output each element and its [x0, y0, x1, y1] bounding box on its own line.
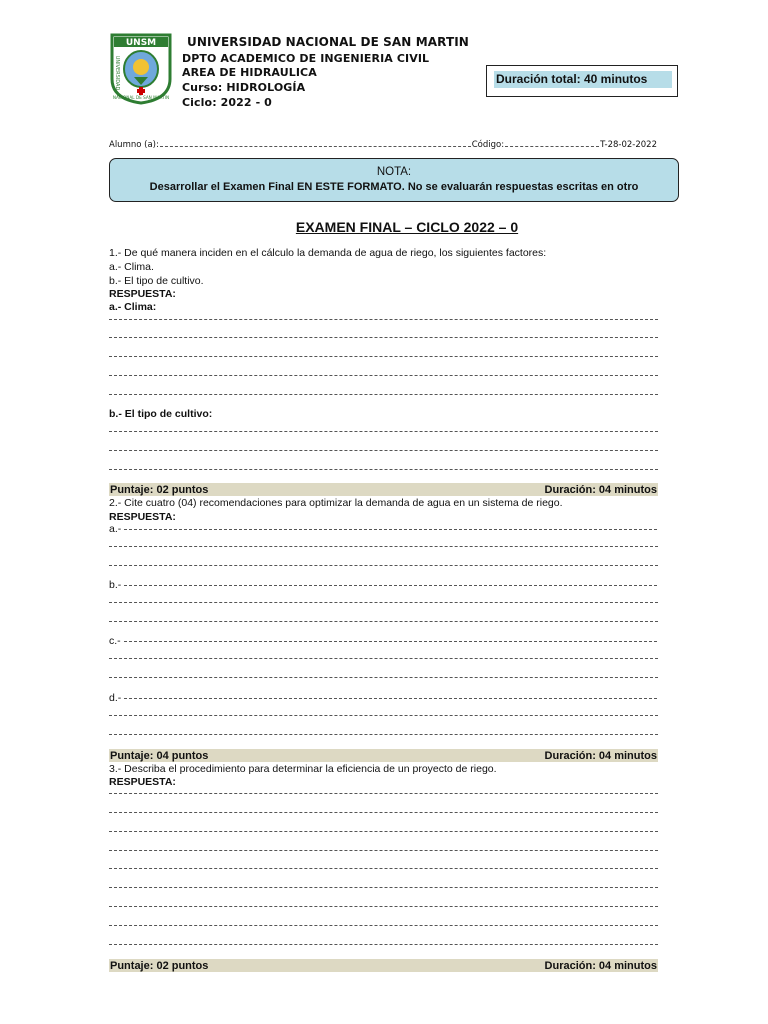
q2c-answer-line-1[interactable] — [109, 658, 658, 659]
q3-answer-line-8[interactable] — [109, 925, 658, 926]
cycle-label: Ciclo: 2022 - 0 — [182, 96, 272, 109]
q3-answer-line-2[interactable] — [109, 812, 658, 813]
logo-ring-text-left: UNIVERSIDAD — [114, 55, 120, 91]
q2-score-bar — [109, 749, 658, 762]
alumno-field[interactable] — [160, 146, 471, 147]
q3-score: Puntaje: 02 puntos — [110, 959, 209, 972]
q2a-answer-line-2[interactable] — [109, 565, 658, 566]
q2b-answer-line-1[interactable] — [109, 602, 658, 603]
q1a-answer-line-4[interactable] — [109, 375, 658, 376]
course-name: Curso: HIDROLOGÍA — [182, 81, 306, 94]
q2-item-a[interactable] — [109, 523, 657, 535]
q1a-answer-line-5[interactable] — [109, 394, 658, 395]
q3-answer-line-3[interactable] — [109, 831, 658, 832]
university-name: UNIVERSIDAD NACIONAL DE SAN MARTIN — [187, 35, 469, 49]
q1-sub-b-label: b.- El tipo de cultivo: — [109, 408, 213, 420]
q1-sub-a-label: a.- Clima: — [109, 301, 157, 313]
q3-answer-line-6[interactable] — [109, 887, 658, 888]
exam-date: T-28-02-2022 — [600, 140, 657, 150]
q2c-answer-line-2[interactable] — [109, 677, 658, 678]
q2d-answer-line-1[interactable] — [109, 715, 658, 716]
q1b-answer-line-3[interactable] — [109, 469, 658, 470]
q1-score-bar — [109, 483, 658, 496]
q1b-answer-line-1[interactable] — [109, 431, 658, 432]
q3-answer-line-7[interactable] — [109, 906, 658, 907]
duration-total-label: Duración total: 40 minutos — [494, 71, 672, 88]
codigo-field[interactable] — [505, 146, 599, 147]
department-name: DPTO ACADEMICO DE INGENIERIA CIVIL — [182, 52, 430, 65]
q1-option-b: b.- El tipo de cultivo. — [109, 275, 204, 287]
codigo-label: Código: — [471, 140, 505, 150]
q3-duration: Duración: 04 minutos — [544, 959, 657, 972]
q2-item-a-label: a.- — [109, 523, 122, 535]
area-name: AREA DE HIDRAULICA — [182, 66, 317, 79]
q2-item-c[interactable] — [109, 635, 657, 647]
alumno-label: Alumno (a): — [109, 140, 159, 150]
q3-answer-line-1[interactable] — [109, 793, 658, 794]
q2-item-d-label: d.- — [109, 692, 122, 704]
q2-item-d[interactable] — [109, 692, 657, 704]
q3-respuesta-label: RESPUESTA: — [109, 776, 176, 788]
q1-score: Puntaje: 02 puntos — [110, 483, 209, 496]
exam-title: EXAMEN FINAL – CICLO 2022 – 0 — [295, 219, 519, 235]
q3-score-bar — [109, 959, 658, 972]
q2b-answer-line-2[interactable] — [109, 621, 658, 622]
q2-question: 2.- Cite cuatro (04) recomendaciones para optimizar la demanda de agua en un sistema de riego. — [109, 497, 563, 509]
q1a-answer-line-1[interactable] — [109, 319, 658, 320]
note-title: NOTA: — [376, 166, 412, 178]
q2-score: Puntaje: 04 puntos — [110, 749, 209, 762]
q2-respuesta-label: RESPUESTA: — [109, 511, 176, 523]
university-logo — [108, 33, 174, 105]
q2a-answer-line-1[interactable] — [109, 546, 658, 547]
q1b-answer-line-2[interactable] — [109, 450, 658, 451]
q3-answer-line-4[interactable] — [109, 850, 658, 851]
q2-item-b[interactable] — [109, 579, 657, 591]
q3-answer-line-5[interactable] — [109, 868, 658, 869]
q1-duration: Duración: 04 minutos — [544, 483, 657, 496]
q2-duration: Duración: 04 minutos — [544, 749, 657, 762]
logo-top-text: UNSM — [125, 38, 157, 48]
q2-item-b-label: b.- — [109, 579, 122, 591]
duration-total-box — [486, 65, 678, 97]
q3-answer-line-9[interactable] — [109, 944, 658, 945]
q1a-answer-line-2[interactable] — [109, 337, 658, 338]
q1a-answer-line-3[interactable] — [109, 356, 658, 357]
q2d-answer-line-2[interactable] — [109, 734, 658, 735]
q1-question: 1.- De qué manera inciden en el cálculo la demanda de agua de riego, los siguientes factores: — [109, 247, 547, 259]
note-text: Desarrollar el Examen Final EN ESTE FORMATO. No se evaluarán respuestas escritas en otro — [149, 181, 639, 193]
note-box — [109, 158, 679, 202]
q3-question: 3.- Describa el procedimiento para determinar la eficiencia de un proyecto de riego. — [109, 763, 497, 775]
logo-ring-text-bottom: NACIONAL DE SAN MARTIN — [112, 95, 170, 100]
q2-item-c-label: c.- — [109, 635, 121, 647]
student-info-line — [109, 138, 657, 150]
q1-respuesta-label: RESPUESTA: — [109, 288, 176, 300]
q1-option-a: a.- Clima. — [109, 261, 154, 273]
